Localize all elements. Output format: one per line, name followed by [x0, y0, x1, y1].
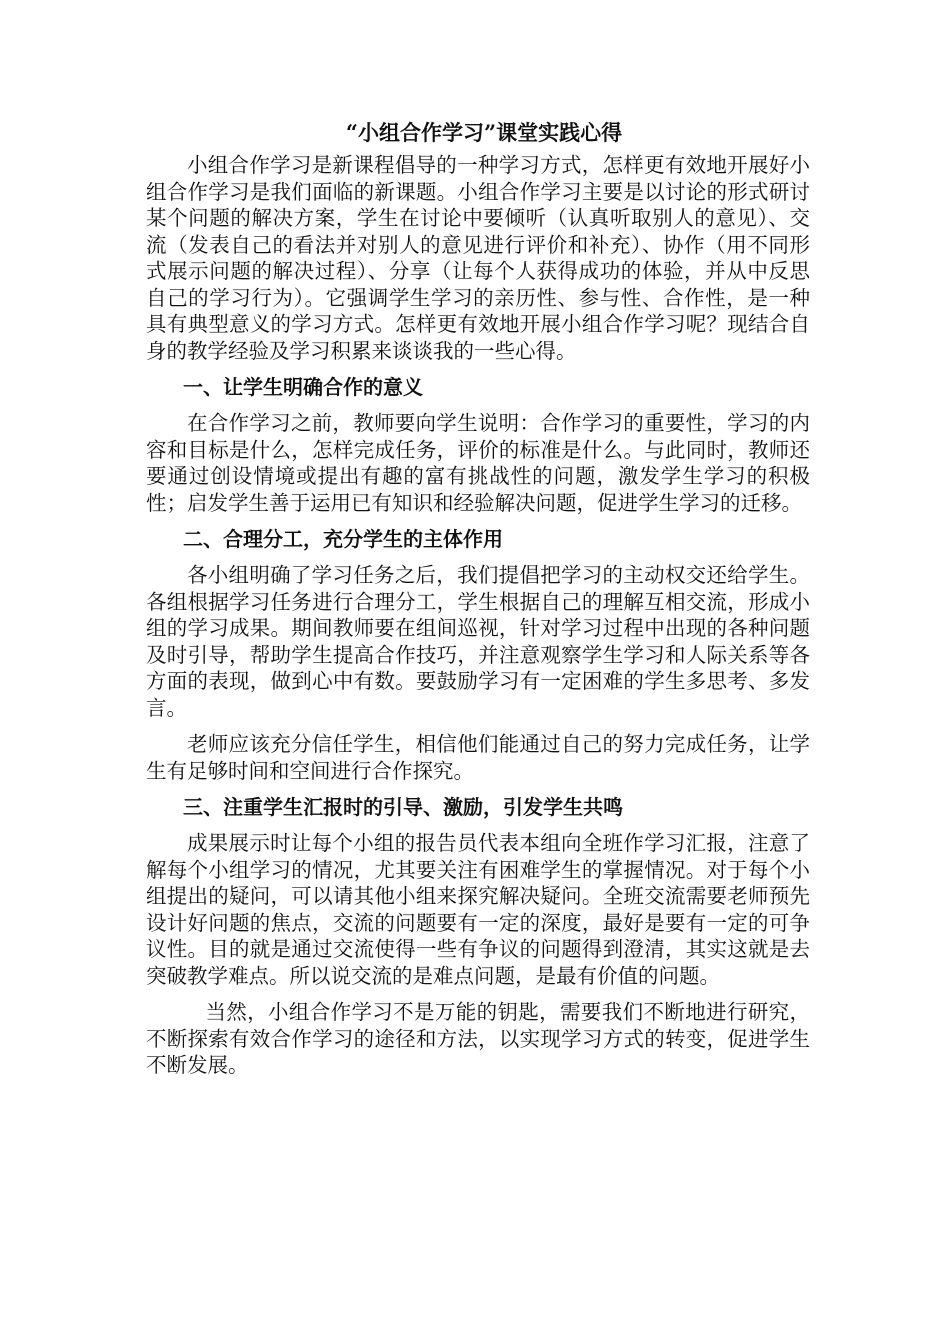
intro-paragraph: 小组合作学习是新课程倡导的一种学习方式，怎样更有效地开展好小组合作学习是我们面临的新课题。小组合作学习主要是以讨论的形式研讨某个问题的解决方案，学生在讨论中要倾听（认真听取别人的意见）、交流（发表自己的看法并对别人的意见进行评价和补充）、协作（用不同形式展示问题的解决过程）、分享（让每个人获得成功的体验，并从中反思自己的学习行为）。它强调学生学习的亲历性、参与性、合作性，是一种具有典型意义的学习方式。怎样更有效地开展小组合作学习呢？现结合自身的教学经验及学习积累来谈谈我的一些心得。: [146, 153, 810, 363]
section-1-heading: 一、让学生明确合作的意义: [183, 375, 423, 399]
section-2-heading: 二、合理分工，充分学生的主体作用: [183, 527, 503, 551]
section-3-heading: 三、注重学生汇报时的引导、激励，引发学生共鸣: [183, 795, 623, 819]
section-2-paragraph-2: 老师应该充分信任学生，相信他们能通过自己的努力完成任务，让学生有足够时间和空间进行合作探究。: [146, 732, 810, 783]
document-page: [146, 118, 810, 1089]
closing-paragraph: 当然，小组合作学习不是万能的钥匙，需要我们不断地进行研究，不断探索有效合作学习的途径和方法，以实现学习方式的转变，促进学生不断发展。: [146, 1000, 810, 1077]
section-3-paragraph-1: 成果展示时让每个小组的报告员代表本组向全班作学习汇报，注意了解每个小组学习的情况，尤其要关注有困难学生的掌握情况。对于每个小组提出的疑问，可以请其他小组来探究解决疑问。全班交流需要老师预先设计好问题的焦点，交流的问题要有一定的深度，最好是要有一定的可争议性。目的就是通过交流使得一些有争议的问题得到澄清，其实这就是去突破教学难点。所以说交流的是难点问题，是最有价值的问题。: [146, 831, 810, 988]
section-1-paragraph: 在合作学习之前，教师要向学生说明：合作学习的重要性，学习的内容和目标是什么，怎样完成任务，评价的标准是什么。与此同时，教师还要通过创设情境或提出有趣的富有挑战性的问题，激发学生学习的积极性；启发学生善于运用已有知识和经验解决问题，促进学生学习的迁移。: [146, 411, 810, 515]
section-2-paragraph-1: 各小组明确了学习任务之后，我们提倡把学习的主动权交还给学生。各组根据学习任务进行合理分工，学生根据自己的理解互相交流，形成小组的学习成果。期间教师要在组间巡视，针对学习过程中出现的各种问题及时引导，帮助学生提高合作技巧，并注意观察学生学习和人际关系等各方面的表现，做到心中有数。要鼓励学习有一定困难的学生多思考、多发言。: [146, 563, 810, 720]
document-title: “小组合作学习”课堂实践心得: [345, 120, 623, 145]
